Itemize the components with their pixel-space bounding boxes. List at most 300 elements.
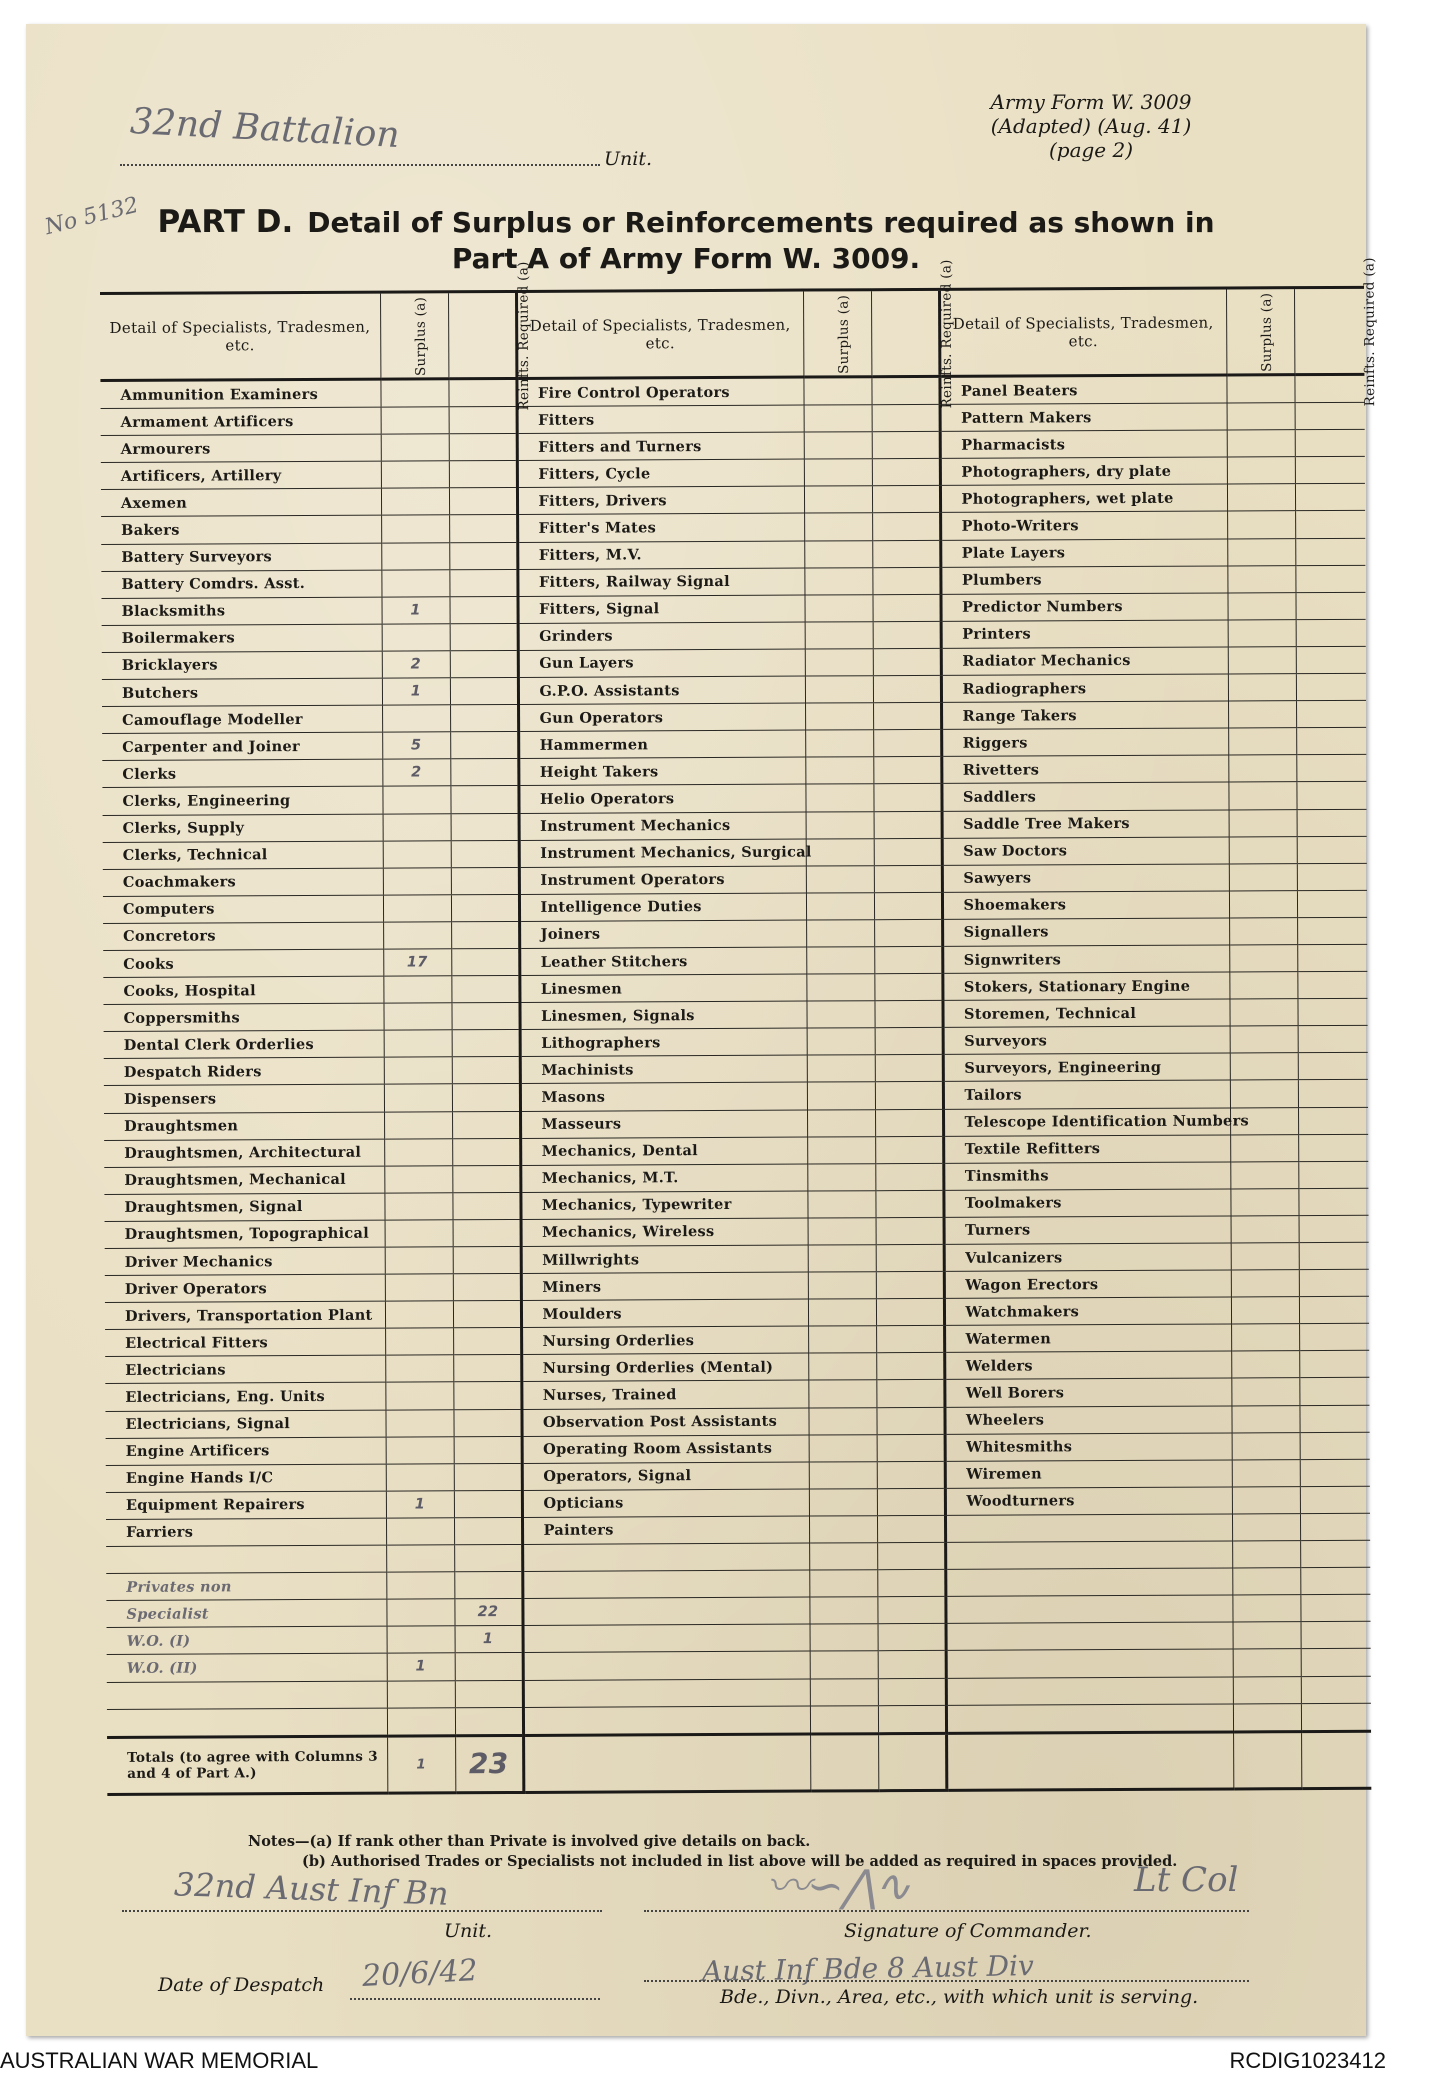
surplus-cell-1: [387, 1707, 455, 1735]
reinfts-cell-2: [872, 540, 940, 567]
detail-cell-3: Panel Beaters: [939, 375, 1226, 404]
detail-cell-3: Surveyors, Engineering: [943, 1053, 1230, 1081]
surplus-cell-3: [1230, 1080, 1298, 1107]
surplus-cell-2: [807, 1163, 875, 1190]
detail-cell-3: Radiator Mechanics: [941, 647, 1228, 675]
detail-cell-2: Mechanics, Typewriter: [520, 1191, 807, 1219]
surplus-cell-3: [1227, 592, 1295, 619]
reinfts-cell-1: [450, 705, 518, 732]
reinfts-cell-3: [1297, 836, 1367, 863]
surplus-cell-2: [808, 1353, 876, 1380]
reinfts-cell-2: [876, 1380, 944, 1407]
reinfts-cell-2: [872, 567, 940, 594]
archive-credit: AUSTRALIAN WAR MEMORIAL: [0, 2048, 319, 2073]
unit-dotted-line: [120, 164, 600, 166]
col-header-surplus-1: Surplus (a): [380, 292, 448, 379]
reinfts-cell-3: [1296, 646, 1366, 673]
detail-cell-2: [523, 1624, 810, 1652]
reinfts-cell-1: [451, 921, 519, 948]
surplus-cell-2: [809, 1489, 877, 1516]
reinfts-cell-2: [873, 703, 941, 730]
surplus-cell-2: [808, 1299, 876, 1326]
col-header-reinfts-2: Reinfts. Required (a): [871, 289, 939, 376]
reinfts-cell-1: [450, 786, 518, 813]
reinfts-cell-1: [454, 1436, 522, 1463]
surplus-cell-3: [1233, 1703, 1301, 1731]
surplus-cell-3: [1231, 1243, 1299, 1270]
detail-cell-1: Privates non: [106, 1572, 386, 1600]
detail-cell-1: Draughtsmen, Mechanical: [104, 1166, 384, 1194]
detail-cell-1: Driver Operators: [105, 1274, 385, 1302]
surplus-cell-3: [1229, 972, 1297, 999]
surplus-cell-1: [381, 407, 449, 434]
reinfts-cell-1: [454, 1463, 522, 1490]
surplus-cell-2: [807, 1191, 875, 1218]
detail-cell-2: [522, 1543, 809, 1571]
surplus-cell-3: [1232, 1514, 1300, 1541]
detail-cell-3: Rivetters: [941, 755, 1228, 783]
surplus-cell-1: 1: [387, 1653, 455, 1680]
surplus-cell-2: [807, 1136, 875, 1163]
reinfts-cell-2: [872, 404, 940, 431]
surplus-cell-2: [804, 513, 872, 540]
date-of-despatch-value: 20/6/42: [361, 1952, 479, 1995]
surplus-cell-2: [805, 676, 873, 703]
reinfts-cell-1: [449, 407, 517, 434]
surplus-cell-3: [1233, 1649, 1301, 1676]
detail-cell-1: Boilermakers: [102, 624, 382, 652]
reinfts-cell-3: [1298, 1026, 1368, 1053]
reinfts-cell-1: [451, 840, 519, 867]
surplus-cell-1: [386, 1599, 454, 1626]
surplus-cell-2: [809, 1516, 877, 1543]
detail-cell-2: Linesmen, Signals: [519, 1001, 806, 1029]
detail-cell-3: Tinsmiths: [943, 1162, 1230, 1190]
surplus-cell-2: [809, 1597, 877, 1624]
detail-cell-1: Electricians: [105, 1355, 385, 1383]
reinfts-cell-1: [453, 1355, 521, 1382]
surplus-cell-3: [1227, 403, 1295, 430]
detail-cell-3: Riggers: [941, 728, 1228, 756]
reinfts-cell-1: [450, 759, 518, 786]
reinfts-cell-2: [875, 1082, 943, 1109]
detail-cell-3: Saddlers: [941, 782, 1228, 810]
surplus-cell-1: 2: [382, 759, 450, 786]
surplus-cell-1: [385, 1220, 453, 1247]
detail-cell-2: [523, 1651, 810, 1679]
reinfts-cell-2: [872, 513, 940, 540]
detail-cell-1: Electrical Fitters: [105, 1328, 385, 1356]
surplus-cell-2: [809, 1543, 877, 1570]
surplus-cell-1: [382, 786, 450, 813]
detail-cell-1: [107, 1681, 387, 1709]
detail-cell-2: Instrument Operators: [519, 866, 806, 894]
reinfts-cell-2: [873, 730, 941, 757]
reinfts-cell-3: [1299, 1378, 1369, 1405]
detail-cell-3: Wagon Erectors: [944, 1270, 1231, 1298]
detail-cell-2: Mechanics, Wireless: [521, 1218, 808, 1246]
reinfts-cell-2: [873, 675, 941, 702]
reinfts-cell-1: [451, 813, 519, 840]
detail-cell-1: Dental Clerk Orderlies: [104, 1030, 384, 1058]
surplus-cell-3: [1230, 1053, 1298, 1080]
surplus-cell-1: [385, 1382, 453, 1409]
surplus-cell-3: [1231, 1351, 1299, 1378]
reinfts-cell-2: [872, 486, 940, 513]
reinfts-cell-3: [1300, 1432, 1370, 1459]
detail-cell-2: [523, 1706, 810, 1735]
detail-cell-2: Nurses, Trained: [521, 1381, 808, 1409]
reinfts-cell-1: [449, 515, 517, 542]
form-sheet: [26, 24, 1378, 2036]
detail-cell-3: Signallers: [942, 918, 1229, 946]
detail-cell-2: Lithographers: [520, 1028, 807, 1056]
detail-cell-2: Observation Post Assistants: [521, 1408, 808, 1436]
detail-cell-1: Clerks, Supply: [103, 814, 383, 842]
detail-cell-1: Cooks: [103, 949, 383, 977]
surplus-cell-3: [1230, 1026, 1298, 1053]
reinfts-cell-3: [1299, 1405, 1369, 1432]
reinfts-cell-1: [451, 948, 519, 975]
detail-cell-3: Well Borers: [944, 1378, 1231, 1406]
title-part: PART D.: [157, 204, 294, 240]
surplus-cell-1: [385, 1274, 453, 1301]
detail-cell-2: [523, 1679, 810, 1707]
surplus-cell-3: [1233, 1676, 1301, 1703]
detail-cell-2: Fitters: [517, 405, 804, 433]
surplus-cell-1: [384, 1084, 452, 1111]
surplus-cell-2: [806, 893, 874, 920]
detail-cell-3: Printers: [941, 620, 1228, 648]
surplus-cell-3: [1232, 1595, 1300, 1622]
detail-cell-3: Wiremen: [945, 1460, 1232, 1488]
surplus-cell-3: [1233, 1622, 1301, 1649]
surplus-cell-1: [385, 1328, 453, 1355]
commander-signature: 〰∽⋀∿: [766, 1861, 908, 1912]
reinfts-cell-3: [1299, 1324, 1369, 1351]
reinfts-cell-3: [1298, 1080, 1368, 1107]
detail-cell-1: Drivers, Transportation Plant: [105, 1301, 385, 1329]
detail-cell-2: Height Takers: [518, 757, 805, 785]
reinfts-cell-1: [451, 867, 519, 894]
date-of-despatch-label: Date of Despatch: [158, 1974, 325, 1996]
reinfts-cell-3: [1296, 782, 1366, 809]
detail-cell-3: Woodturners: [945, 1487, 1232, 1515]
detail-cell-1: Battery Comdrs. Asst.: [101, 570, 381, 598]
surplus-cell-2: [807, 1082, 875, 1109]
detail-cell-3: Storemen, Technical: [942, 999, 1229, 1027]
detail-cell-2: Intelligence Duties: [519, 893, 806, 921]
form-ref-line-1: Army Form W. 3009: [990, 90, 1192, 114]
detail-cell-2: Machinists: [520, 1055, 807, 1083]
detail-cell-3: Whitesmiths: [945, 1433, 1232, 1461]
detail-cell-3: Predictor Numbers: [940, 593, 1227, 621]
surplus-cell-1: [386, 1572, 454, 1599]
detail-cell-3: Textile Refitters: [943, 1135, 1230, 1163]
reinfts-cell-2: [875, 1028, 943, 1055]
detail-cell-2: Fitters, Drivers: [517, 486, 804, 514]
reinfts-cell-1: [449, 596, 517, 623]
surplus-cell-1: [384, 1166, 452, 1193]
surplus-cell-2: [805, 784, 873, 811]
detail-cell-1: Clerks, Engineering: [102, 787, 382, 815]
surplus-cell-3: [1229, 999, 1297, 1026]
reinfts-cell-1: [452, 1138, 520, 1165]
surplus-cell-1: [381, 569, 449, 596]
detail-cell-3: [946, 1676, 1233, 1704]
surplus-cell-1: [385, 1409, 453, 1436]
surplus-cell-2: [804, 459, 872, 486]
detail-cell-2: Masseurs: [520, 1110, 807, 1138]
surplus-cell-1: [384, 1111, 452, 1138]
reinfts-cell-2: [877, 1488, 945, 1515]
reinfts-cell-3: [1296, 700, 1366, 727]
reinfts-cell-2: [873, 621, 941, 648]
reinfts-cell-1: [449, 488, 517, 515]
reinfts-cell-2: [871, 376, 939, 404]
reinfts-cell-3: [1297, 944, 1367, 971]
detail-cell-2: G.P.O. Assistants: [518, 676, 805, 704]
title-line-2: Part A of Army Form W. 3009.: [451, 242, 921, 275]
reinfts-cell-2: [877, 1434, 945, 1461]
detail-cell-1: Bricklayers: [102, 651, 382, 679]
reinfts-cell-1: [452, 1030, 520, 1057]
totals-cell: [1301, 1731, 1371, 1788]
surplus-cell-2: [804, 486, 872, 513]
surplus-cell-1: 17: [383, 949, 451, 976]
reinfts-cell-1: [454, 1544, 522, 1571]
reinfts-cell-2: [874, 865, 942, 892]
reinfts-cell-2: [874, 838, 942, 865]
detail-cell-2: Millwrights: [521, 1245, 808, 1273]
detail-cell-3: Telescope Identification Numbers: [943, 1108, 1230, 1136]
reinfts-cell-2: [875, 1136, 943, 1163]
detail-cell-1: Bakers: [101, 516, 381, 544]
reinfts-cell-2: [878, 1678, 946, 1705]
reinfts-cell-3: [1295, 592, 1365, 619]
detail-cell-2: Opticians: [522, 1489, 809, 1517]
reinfts-cell-3: [1300, 1595, 1370, 1622]
reinfts-cell-1: [455, 1680, 523, 1707]
reinfts-cell-3: [1297, 890, 1367, 917]
detail-cell-3: Shoemakers: [942, 891, 1229, 919]
detail-cell-3: [946, 1622, 1233, 1650]
unit-label: Unit.: [604, 148, 653, 170]
detail-cell-3: Wheelers: [944, 1406, 1231, 1434]
detail-cell-1: W.O. (II): [107, 1654, 387, 1682]
reinfts-cell-3: [1295, 402, 1365, 429]
reinfts-cell-3: [1300, 1567, 1370, 1594]
detail-cell-1: Coachmakers: [103, 868, 383, 896]
surplus-cell-3: [1232, 1459, 1300, 1486]
surplus-cell-3: [1230, 1188, 1298, 1215]
surplus-cell-1: 5: [382, 732, 450, 759]
detail-cell-1: Armourers: [101, 434, 381, 462]
reinfts-cell-3: [1299, 1215, 1369, 1242]
detail-cell-1: Clerks, Technical: [103, 841, 383, 869]
surplus-cell-1: [381, 542, 449, 569]
reinfts-cell-3: [1295, 538, 1365, 565]
col-header-detail-1: Detail of Specialists, Tradesmen, etc.: [100, 292, 380, 380]
detail-cell-2: Grinders: [518, 622, 805, 650]
surplus-cell-1: [384, 1138, 452, 1165]
detail-cell-2: [522, 1597, 809, 1625]
reinfts-cell-1: [453, 1274, 521, 1301]
detail-cell-3: Pharmacists: [940, 430, 1227, 458]
surplus-cell-2: [805, 703, 873, 730]
surplus-cell-2: [804, 567, 872, 594]
detail-cell-3: [946, 1649, 1233, 1677]
surplus-cell-2: [804, 432, 872, 459]
detail-cell-2: Helio Operators: [518, 784, 805, 812]
detail-cell-1: Draughtsmen, Signal: [104, 1193, 384, 1221]
surplus-cell-3: [1229, 918, 1297, 945]
reinfts-cell-2: [878, 1705, 946, 1733]
surplus-cell-2: [809, 1434, 877, 1461]
surplus-cell-2: [806, 838, 874, 865]
detail-cell-1: Butchers: [102, 678, 382, 706]
detail-cell-2: Fire Control Operators: [516, 377, 803, 406]
reinfts-cell-1: [454, 1490, 522, 1517]
surplus-cell-1: 1: [386, 1491, 454, 1518]
surplus-cell-3: [1227, 457, 1295, 484]
surplus-cell-3: [1228, 728, 1296, 755]
reinfts-cell-2: [876, 1353, 944, 1380]
form-ref-line-2: (Adapted) (Aug. 41): [990, 114, 1192, 138]
reinfts-cell-1: [453, 1382, 521, 1409]
reinfts-cell-2: [876, 1244, 944, 1271]
reinfts-cell-3: [1299, 1296, 1369, 1323]
detail-cell-2: Fitters, Signal: [517, 595, 804, 623]
detail-cell-3: Saddle Tree Makers: [942, 809, 1229, 837]
detail-cell-1: Clerks: [102, 759, 382, 787]
reinfts-cell-1: [449, 569, 517, 596]
reinfts-cell-1: [453, 1409, 521, 1436]
reinfts-cell-2: [873, 648, 941, 675]
reinfts-cell-2: [874, 1001, 942, 1028]
detail-cell-2: [522, 1570, 809, 1598]
commander-rank: Lt Col: [1134, 1860, 1239, 1900]
reinfts-cell-2: [874, 919, 942, 946]
surplus-cell-3: [1230, 1161, 1298, 1188]
surplus-cell-3: [1228, 755, 1296, 782]
detail-cell-1: Draughtsmen, Architectural: [104, 1139, 384, 1167]
surplus-cell-2: [804, 405, 872, 432]
surplus-cell-3: [1228, 647, 1296, 674]
surplus-cell-1: [383, 867, 451, 894]
reinfts-cell-2: [877, 1570, 945, 1597]
detail-cell-2: Masons: [520, 1082, 807, 1110]
surplus-cell-3: [1231, 1378, 1299, 1405]
unit-value: 32nd Aust Inf Bn: [173, 1865, 450, 1913]
surplus-cell-1: [383, 922, 451, 949]
surplus-cell-3: [1232, 1486, 1300, 1513]
surplus-cell-1: 2: [382, 651, 450, 678]
surplus-cell-3: [1228, 674, 1296, 701]
reinfts-cell-1: 22: [454, 1599, 522, 1626]
surplus-cell-1: [385, 1247, 453, 1274]
detail-cell-3: Photographers, wet plate: [940, 484, 1227, 512]
surplus-cell-1: [383, 976, 451, 1003]
reinfts-cell-2: [877, 1542, 945, 1569]
surplus-cell-2: [805, 649, 873, 676]
detail-cell-2: Painters: [522, 1516, 809, 1544]
reinfts-cell-3: [1299, 1269, 1369, 1296]
detail-cell-3: Saw Doctors: [942, 837, 1229, 865]
surplus-cell-3: [1231, 1297, 1299, 1324]
detail-cell-1: Battery Surveyors: [101, 543, 381, 571]
reinfts-cell-3: [1301, 1622, 1371, 1649]
form-ref-line-3: (page 2): [1048, 138, 1134, 162]
surplus-cell-1: [383, 895, 451, 922]
reinfts-cell-2: [877, 1461, 945, 1488]
detail-cell-1: Electricians, Signal: [105, 1410, 385, 1438]
unit-handwriting: 32nd Battalion: [129, 100, 401, 157]
detail-cell-3: Watchmakers: [944, 1297, 1231, 1325]
surplus-cell-3: [1229, 836, 1297, 863]
surplus-cell-3: [1232, 1432, 1300, 1459]
reinfts-cell-1: [450, 677, 518, 704]
surplus-cell-1: [381, 515, 449, 542]
reinfts-cell-2: [876, 1299, 944, 1326]
detail-cell-2: Fitters, M.V.: [517, 541, 804, 569]
detail-cell-3: Photographers, dry plate: [940, 457, 1227, 485]
surplus-cell-2: [808, 1326, 876, 1353]
detail-cell-2: Gun Layers: [518, 649, 805, 677]
reinfts-cell-2: [875, 1190, 943, 1217]
detail-cell-2: Operating Room Assistants: [522, 1435, 809, 1463]
reinfts-cell-3: [1299, 1351, 1369, 1378]
note-b: (b) Authorised Trades or Specialists not included in list above will be added as required in spaces provided.: [302, 1853, 1178, 1870]
detail-cell-3: Signwriters: [942, 945, 1229, 973]
detail-cell-1: Artificers, Artillery: [101, 461, 381, 489]
surplus-cell-2: [808, 1380, 876, 1407]
reinfts-cell-3: [1300, 1540, 1370, 1567]
detail-cell-1: Cooks, Hospital: [103, 976, 383, 1004]
reinfts-cell-1: [452, 1165, 520, 1192]
detail-cell-1: Blacksmiths: [101, 597, 381, 625]
surplus-cell-2: [806, 865, 874, 892]
reinfts-cell-1: [452, 1057, 520, 1084]
detail-cell-2: Fitters and Turners: [517, 432, 804, 460]
detail-cell-2: Mechanics, Dental: [520, 1137, 807, 1165]
surplus-cell-2: [810, 1678, 878, 1705]
title-line-1: Detail of Surplus or Reinforcements required as shown in: [307, 206, 1215, 239]
detail-cell-1: [107, 1708, 387, 1737]
surplus-cell-1: [381, 461, 449, 488]
surplus-cell-3: [1232, 1568, 1300, 1595]
surplus-cell-2: [808, 1272, 876, 1299]
totals-row: [107, 1731, 1371, 1794]
surplus-cell-3: [1229, 863, 1297, 890]
surplus-cell-1: [384, 1030, 452, 1057]
reinfts-cell-3: [1297, 917, 1367, 944]
totals-label: Totals (to agree with Columns 3 and 4 of Part A.): [107, 1736, 387, 1794]
reinfts-cell-3: [1301, 1676, 1371, 1703]
surplus-cell-2: [808, 1218, 876, 1245]
surplus-cell-2: [810, 1705, 878, 1733]
form-reference: [966, 90, 1216, 162]
detail-cell-3: [945, 1595, 1232, 1623]
reinfts-cell-1: [450, 623, 518, 650]
reinfts-cell-3: [1298, 1107, 1368, 1134]
detail-cell-2: Miners: [521, 1272, 808, 1300]
reinfts-cell-3: [1297, 809, 1367, 836]
detail-cell-1: W.O. (I): [107, 1626, 387, 1654]
reinfts-cell-2: [878, 1624, 946, 1651]
totals-surplus: 1: [387, 1735, 455, 1792]
reinfts-cell-3: [1296, 619, 1366, 646]
